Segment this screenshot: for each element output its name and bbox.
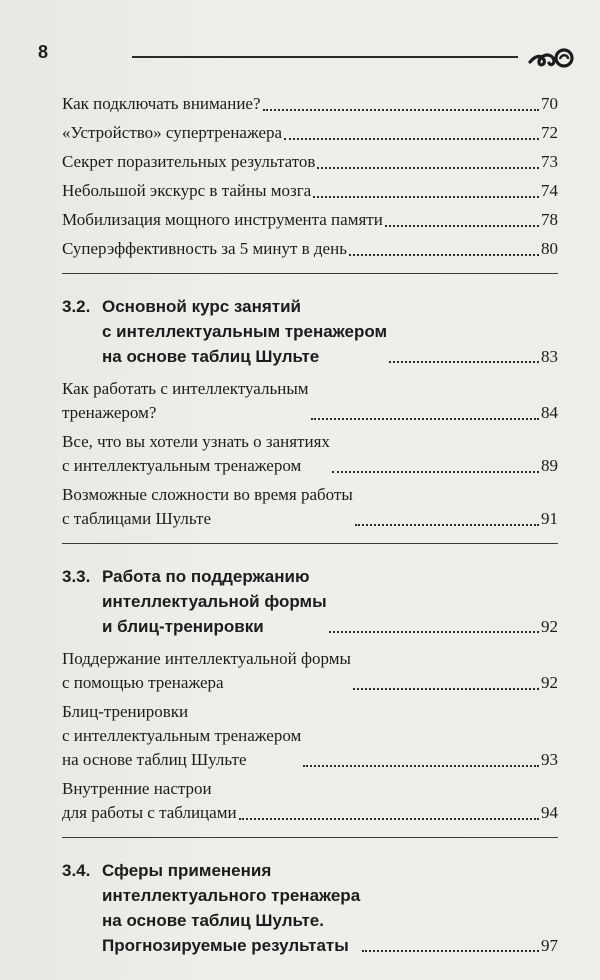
toc-entry[interactable] <box>62 179 558 203</box>
toc-title: Работа по поддержанию интеллектуальной формы и блиц-тренировки <box>102 567 327 636</box>
dot-leader <box>349 253 539 256</box>
toc-title: Секрет поразительных результатов <box>62 152 316 171</box>
dot-leader <box>332 470 539 473</box>
toc-title: Мобилизация мощного инструмента памяти <box>62 210 383 229</box>
dot-leader <box>263 108 539 111</box>
toc-title: Небольшой экскурс в тайны мозга <box>62 181 312 200</box>
toc-entry[interactable] <box>62 777 558 825</box>
section-number: 3.3. <box>62 567 91 586</box>
dot-leader <box>362 949 539 952</box>
toc-title: Возможные сложности во время работы с таблицами Шульте <box>62 485 353 528</box>
dot-leader <box>317 166 539 169</box>
dot-leader <box>239 817 539 820</box>
toc-entry[interactable] <box>62 430 558 478</box>
toc-section-heading[interactable] <box>62 858 558 958</box>
toc-title: Блиц-тренировки с интеллектуальным тренажером на основе таблиц Шульте <box>62 702 302 769</box>
table-of-contents <box>62 92 558 966</box>
toc-entry[interactable] <box>62 700 558 772</box>
toc-title: Как работать с интеллектуальным тренажером? <box>62 379 309 422</box>
toc-page-number: 84 <box>541 403 558 422</box>
dot-leader <box>353 687 539 690</box>
dot-leader <box>355 523 539 526</box>
toc-page-number: 72 <box>541 123 558 142</box>
header-rule <box>132 56 518 58</box>
toc-title: Сферы применения интеллектуального тренажера на основе таблиц Шульте. Прогнозируемые результаты <box>102 861 361 955</box>
toc-entry[interactable] <box>62 237 558 261</box>
toc-title: «Устройство» супертренажера <box>62 123 283 142</box>
toc-entry[interactable] <box>62 377 558 425</box>
toc-entry[interactable] <box>62 483 558 531</box>
dot-leader <box>284 137 539 140</box>
toc-section-heading[interactable] <box>62 294 558 369</box>
toc-page-number: 74 <box>541 181 558 200</box>
dot-leader <box>303 764 539 767</box>
dot-leader <box>385 224 539 227</box>
toc-entry[interactable] <box>62 92 558 116</box>
publisher-logo-icon <box>527 36 577 72</box>
toc-title: Основной курс занятий с интеллектуальным тренажером на основе таблиц Шульте <box>102 297 388 366</box>
toc-title: Поддержание интеллектуальной формы с помощью тренажера <box>62 649 351 692</box>
dot-leader <box>311 417 539 420</box>
toc-page-number: 92 <box>541 673 558 692</box>
toc-title: Все, что вы хотели узнать о занятиях с интеллектуальным тренажером <box>62 432 330 475</box>
toc-page-number: 97 <box>541 936 558 955</box>
toc-entry[interactable] <box>62 121 558 145</box>
toc-page-number: 94 <box>541 803 558 822</box>
section-number: 3.4. <box>62 861 91 880</box>
toc-entry[interactable] <box>62 150 558 174</box>
toc-section-heading[interactable] <box>62 564 558 639</box>
dot-leader <box>313 195 539 198</box>
toc-entry[interactable] <box>62 208 558 232</box>
toc-page-number: 73 <box>541 152 558 171</box>
toc-entry[interactable] <box>62 647 558 695</box>
page-number: 8 <box>38 42 49 62</box>
toc-title: Внутренние настрои для работы с таблицами <box>62 779 237 822</box>
section-divider <box>62 543 558 544</box>
toc-page-number: 93 <box>541 750 558 769</box>
page-header <box>0 30 600 90</box>
dot-leader <box>329 630 539 633</box>
toc-title: Как подключать внимание? <box>62 94 261 113</box>
toc-page-number: 91 <box>541 509 558 528</box>
section-divider <box>62 837 558 838</box>
toc-title: Суперэффективность за 5 минут в день <box>62 239 347 258</box>
dot-leader <box>389 360 539 363</box>
toc-page-number: 80 <box>541 239 558 258</box>
toc-page-number: 70 <box>541 94 558 113</box>
toc-page-number: 83 <box>541 347 558 366</box>
section-number: 3.2. <box>62 297 91 316</box>
toc-page-number: 92 <box>541 617 558 636</box>
toc-page-number: 89 <box>541 456 558 475</box>
section-divider <box>62 273 558 274</box>
toc-page-number: 78 <box>541 210 558 229</box>
